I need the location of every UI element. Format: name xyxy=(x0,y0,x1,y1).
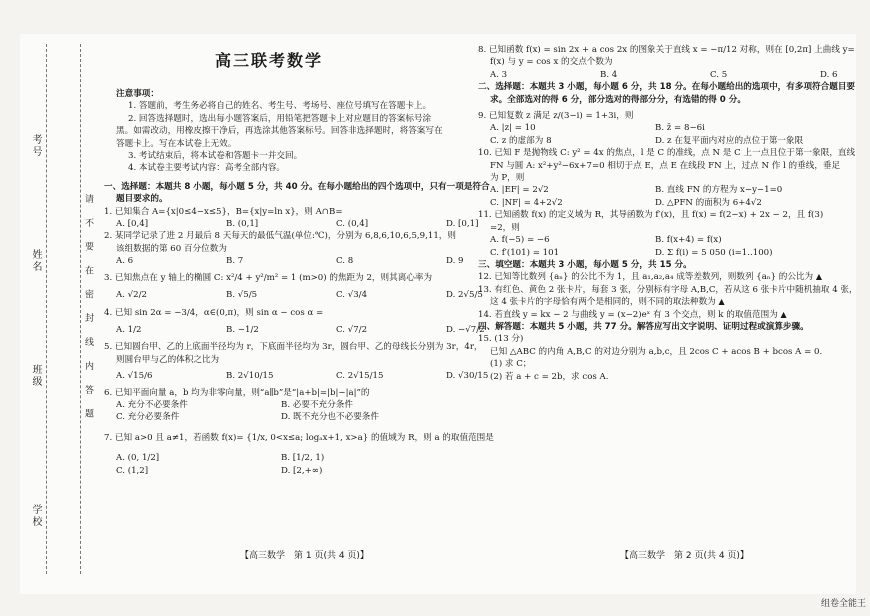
answer-blank-triangle: ▲ xyxy=(718,297,725,307)
option: C. f′(101) = 101 xyxy=(490,247,560,258)
question-2-cont: 该组数据的第 60 百分位数为 xyxy=(116,243,227,254)
question-9-options-row1 xyxy=(490,122,850,134)
option: D. −√7/2 xyxy=(446,324,485,335)
question-13: 13. 有红色、黄色 2 张卡片，每套 3 张，分别标有字母 A,B,C，若从这 6 张卡片中随机抽取 4 张， xyxy=(478,284,858,295)
question-8-cont: f(x) 与 y = cos x 的交点个数为 xyxy=(490,57,613,68)
option: D. 2√5/5 xyxy=(446,290,483,301)
question-12-text: 12. 已知等比数列 {aₙ} 的公比不为 1，且 a₁,a₂,a₄ 成等差数列，则数列 {aₙ} 的公比为 xyxy=(478,272,814,283)
seal-warning: 请 不 要 在 密 封 线 内 答 题 xyxy=(83,194,93,424)
option: D. [2,+∞) xyxy=(281,465,323,476)
question-10-cont: FN 与圆 A: x²+y²−6x+7=0 相切于点 E，点 E 在线段 FN 上，过点 N 作 l 的垂线，垂足 xyxy=(490,160,841,171)
question-10-options-row2 xyxy=(490,197,850,209)
question-9: 9. 已知复数 z 满足 z/(3−i) = 1+3i，则 xyxy=(478,111,634,122)
question-11-options-row2 xyxy=(490,247,850,259)
option: D. [0,1] xyxy=(446,219,479,230)
question-13-text: 这 4 张卡片的字母恰有两个是相同的，则不同的取法种数为 xyxy=(490,297,716,308)
option: A. √15/6 xyxy=(116,371,153,382)
exam-number-label: 考号 xyxy=(30,134,41,158)
option: C. 5 xyxy=(710,69,728,80)
option: D. 9 xyxy=(446,256,464,267)
option: A. 6 xyxy=(116,256,134,267)
question-15-part-1: (1) 求 C； xyxy=(490,359,532,370)
question-10: 10. 已知 F 是抛物线 C: y² = 4x 的焦点，l 是 C 的准线，点 N 是 C 上一点且位于第一象限，直线 xyxy=(478,148,856,159)
question-5-options xyxy=(116,370,489,382)
notice-line: 4. 本试卷主要考试内容：高考全部内容。 xyxy=(128,163,286,174)
option: B. 7 xyxy=(226,256,244,267)
page-1-footer: 【高三数学 第 1 页(共 4 页)】 xyxy=(240,551,369,561)
exam-title: 高三联考数学 xyxy=(215,51,324,70)
option: B. (0,1] xyxy=(226,219,259,230)
option: C. (1,2] xyxy=(116,465,149,476)
answer-blank-triangle: ▲ xyxy=(780,309,787,319)
option: B. 直线 FN 的方程为 x−y−1=0 xyxy=(655,185,783,196)
option: C. (0,4] xyxy=(336,219,369,230)
option: C. √3/4 xyxy=(336,290,368,301)
section-3-heading: 三、填空题：本题共 3 小题，每小题 5 分，共 15 分。 xyxy=(478,259,692,270)
notice-line: 答题卡上。写在本试卷上无效。 xyxy=(116,138,237,149)
option: B. f(x+4) = f(x) xyxy=(655,235,722,246)
question-14 xyxy=(478,309,850,321)
option: C. 8 xyxy=(336,256,354,267)
question-11-cont: =2，则 xyxy=(490,222,520,233)
option: C. |NF| = 4+2√2 xyxy=(490,197,563,208)
option: C. z 的虚部为 8 xyxy=(490,135,552,146)
question-13-cont xyxy=(490,296,850,308)
question-7: 7. 已知 a>0 且 a≠1，若函数 f(x)= {1/x, 0<x≤a; logₐx+1, x>a} 的值域为 R，则 a 的取值范围是 xyxy=(104,432,494,443)
left-column xyxy=(104,88,494,477)
binding-strip xyxy=(20,34,98,594)
option: B. −1/2 xyxy=(226,324,259,335)
question-15: 15. (13 分) xyxy=(478,334,524,345)
question-6-options-row1 xyxy=(116,399,464,411)
option: B. √5/5 xyxy=(226,290,258,301)
question-9-options-row2 xyxy=(490,135,850,147)
school-label: 学校 xyxy=(30,504,41,528)
option: D. z 在复平面内对应的点位于第一象限 xyxy=(655,135,804,146)
question-5: 5. 已知圆台甲、乙的上底面半径均为 r，下底面半径均为 3r，圆台甲、乙的母线长分别为 3r，4r， xyxy=(104,342,483,353)
question-4-options xyxy=(116,324,485,336)
option: A. [0,4] xyxy=(116,219,149,230)
question-8: 8. 已知函数 f(x) = sin 2x + a cos 2x 的图象关于直线 x = −π/12 对称，则在 [0,2π] 上曲线 y= xyxy=(478,45,855,55)
section-4-heading: 四、解答题：本题共 5 小题，共 77 分。解答应写出文字说明、证明过程或演算步骤。 xyxy=(478,321,809,332)
question-6: 6. 已知平面向量 a，b 均为非零向量，则“a∥b”是“|a+b|=|b|−|a|”的 xyxy=(104,387,370,398)
question-4: 4. 已知 sin 2α = −3/4，α∈(0,π)，则 sin α − cos α = xyxy=(104,307,324,318)
notice-heading: 注意事项： xyxy=(116,89,159,99)
option: A. 1/2 xyxy=(116,324,142,335)
right-column xyxy=(478,44,858,383)
option: B. 必要不充分条件 xyxy=(281,399,353,410)
name-label: 姓名 xyxy=(30,249,41,273)
option: B. z̄ = 8−6i xyxy=(655,123,705,134)
option: A. 充分不必要条件 xyxy=(116,399,188,410)
option: A. 3 xyxy=(490,69,508,80)
question-3: 3. 已知焦点在 y 轴上的椭圆 C: x²/4 + y²/m² = 1 (m>0) 的焦距为 2，则其离心率为 xyxy=(104,272,433,283)
option: C. 充分必要条件 xyxy=(116,412,180,423)
question-11-options-row1 xyxy=(490,234,850,246)
option: A. |z| = 10 xyxy=(490,123,536,134)
option: B. 2√10/15 xyxy=(226,371,274,382)
question-15-stem: 已知 △ABC 的内角 A,B,C 的对边分别为 a,b,c，且 2cos C + acos B + bcos A = 0. xyxy=(490,346,823,357)
option: D. 既不充分也不必要条件 xyxy=(281,412,379,423)
option: D. △PFN 的面积为 6+4√2 xyxy=(655,197,762,208)
option: C. √7/2 xyxy=(336,324,368,335)
option: B. 4 xyxy=(600,69,618,80)
notice-line: 黑。如需改动，用橡皮擦干净后，再选涂其他答案标号。回答非选择题时，将答案写在 xyxy=(116,126,443,137)
option: C. 2√15/15 xyxy=(336,371,384,382)
section-1-heading-cont: 题目要求的。 xyxy=(116,194,168,205)
notice-line: 3. 考试结束后，将本试卷和答题卡一并交回。 xyxy=(128,151,303,162)
question-14-text: 14. 若直线 y = kx − 2 与曲线 y = (x−2)eˣ 有 3 个交点，则 k 的取值范围为 xyxy=(478,309,778,320)
question-11: 11. 已知函数 f(x) 的定义域为 R，其导函数为 f′(x)，且 f(x) = f(2−x) + 2x − 2，且 f(3) xyxy=(478,210,824,221)
question-2-options xyxy=(116,255,464,267)
option: A. f(−5) = −6 xyxy=(490,235,550,246)
app-watermark: 组卷全能王 xyxy=(820,599,866,609)
section-2-heading-cont: 求。全部选对的得 6 分，部分选对的得部分分，有选错的得 0 分。 xyxy=(490,94,746,105)
option: D. 6 xyxy=(820,69,838,80)
question-6-options-row2 xyxy=(116,411,464,423)
answer-blank-triangle: ▲ xyxy=(815,272,823,282)
question-5-cont: 则圆台甲与乙的体积之比为 xyxy=(116,354,220,365)
question-10-cont2: 为 P，则 xyxy=(490,173,525,184)
option: A. (0, 1/2] xyxy=(116,453,160,464)
question-1: 1. 已知集合 A={x|0≤4−x≤5}，B={x|y=ln x}，则 A∩B= xyxy=(104,206,343,217)
section-2-heading: 二、选择题：本题共 3 小题，每小题 6 分，共 18 分。在每小题给出的选项中，有多项符合题目要 xyxy=(478,82,856,93)
seal-line-outer xyxy=(46,44,47,574)
option: A. √2/2 xyxy=(116,290,147,301)
notice-line: 2. 回答选择题时，选出每小题答案后，用铅笔把答题卡上对应题目的答案标号涂 xyxy=(128,113,432,124)
class-label: 班级 xyxy=(30,364,41,388)
option: A. |EF| = 2√2 xyxy=(490,185,549,196)
seal-line-inner xyxy=(80,44,81,574)
question-12 xyxy=(478,271,850,283)
section-1-heading: 一、选择题：本题共 8 小题，每小题 5 分，共 40 分。在每小题给出的四个选项中，只有一项是符合 xyxy=(104,181,490,192)
option: D. √30/15 xyxy=(446,371,489,382)
question-8-options xyxy=(490,69,850,81)
question-15-part-2: (2) 若 a + c = 2b，求 cos A. xyxy=(490,371,609,382)
question-10-options-row1 xyxy=(490,184,850,196)
option: D. Σ f(i) = 5 050 (i=1..100) xyxy=(655,247,773,258)
option: B. [1/2, 1) xyxy=(281,453,325,464)
question-1-options xyxy=(116,218,479,230)
question-2: 2. 某同学记录了进 2 月最后 8 天每天的最低气温(单位:℃)，分别为 6,8,6,10,6,5,9,11，则 xyxy=(104,231,456,242)
page-2-footer: 【高三数学 第 2 页(共 4 页)】 xyxy=(620,551,749,561)
notice-line: 1. 答题前，考生务必将自己的姓名、考生号、考场号、座位号填写在答题卡上。 xyxy=(128,101,432,112)
question-3-options xyxy=(116,289,483,301)
question-7-options-row2 xyxy=(116,465,464,477)
question-7-options-row1 xyxy=(116,452,464,464)
